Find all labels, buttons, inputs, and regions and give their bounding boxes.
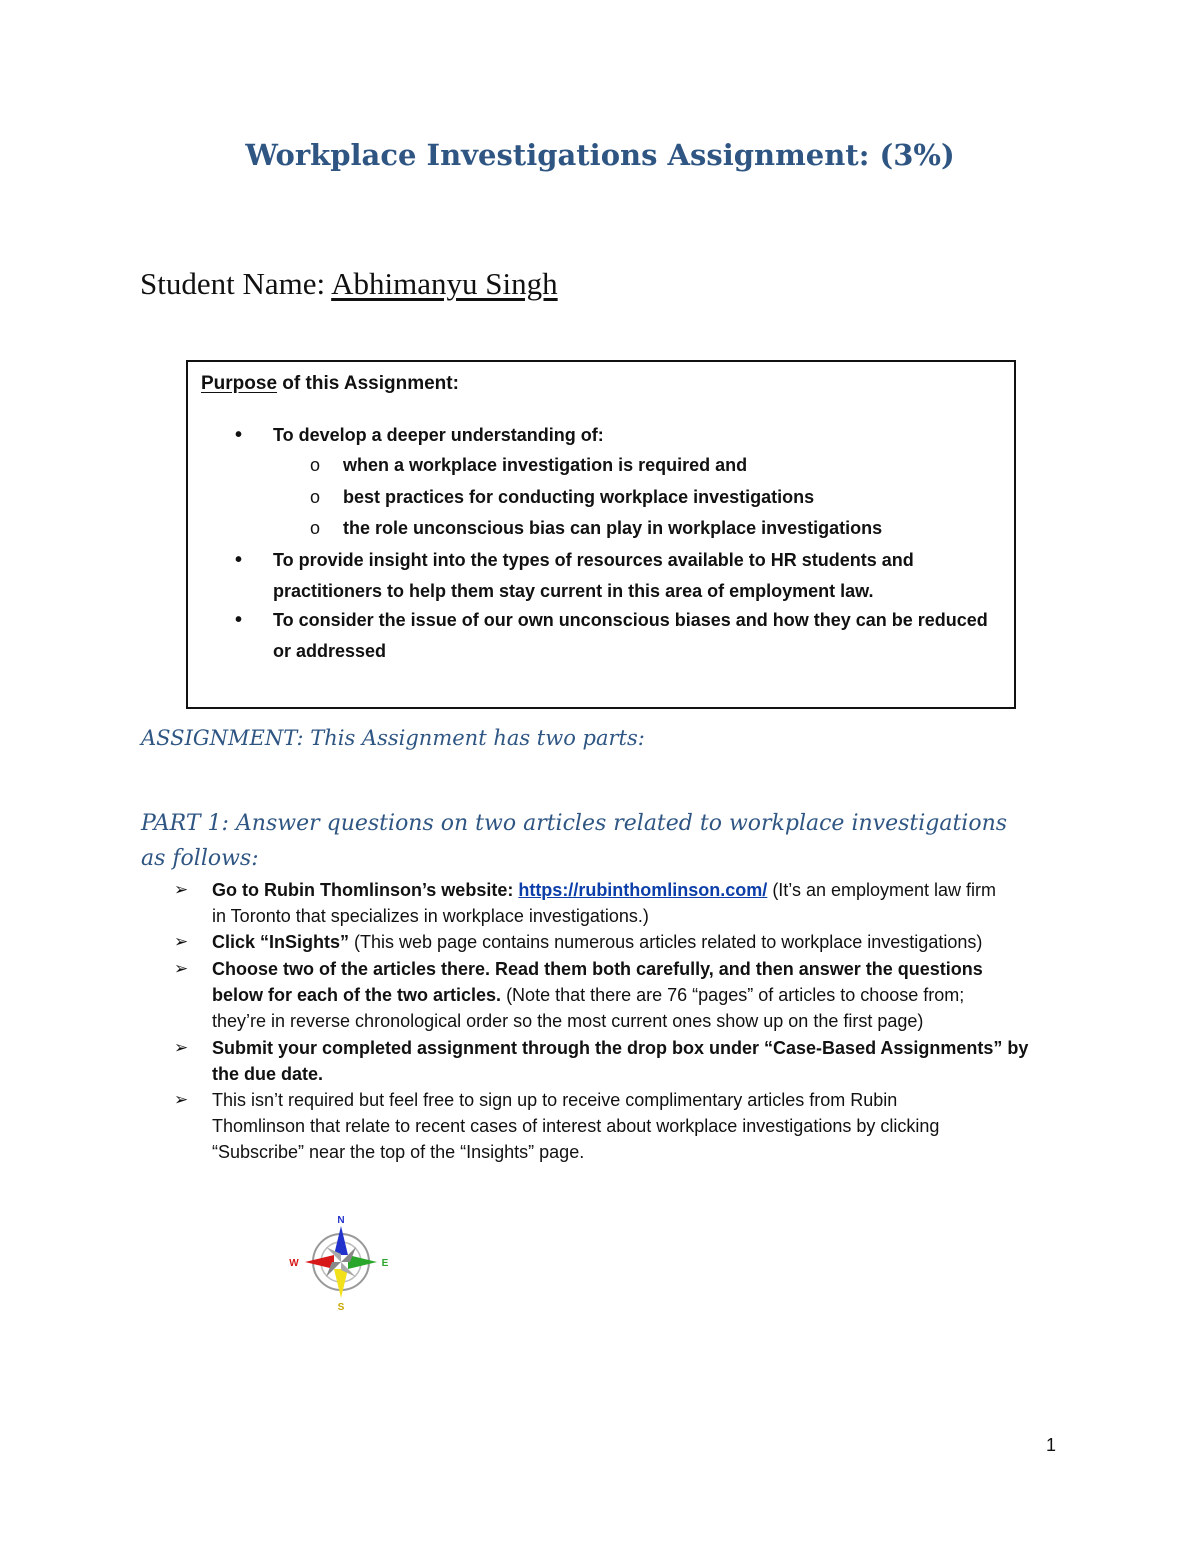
purpose-heading-rest: of this Assignment: (277, 373, 459, 394)
subbullet-icon: o (310, 487, 321, 507)
compass-north-arrow (334, 1226, 348, 1255)
purpose-subbullet-text: best practices for conducting workplace investigations (343, 487, 815, 507)
step-bold: Click “InSights” (212, 932, 350, 952)
page-number: 1 (1046, 1435, 1057, 1455)
step-text: “Subscribe” near the top of the “Insights” page. (212, 1142, 585, 1162)
student-name-label: Student Name: (140, 266, 332, 301)
compass-s-label: S (337, 1302, 345, 1312)
arrow-bullet-icon: ➢ (174, 880, 189, 899)
step-item (174, 1035, 1072, 1087)
arrow-bullet-icon: ➢ (174, 1038, 189, 1057)
compass-south-arrow (334, 1269, 348, 1298)
purpose-heading-underlined: Purpose (201, 373, 278, 394)
document-title: Workplace Investigations Assignment: (3%) (245, 138, 955, 172)
arrow-bullet-icon: ➢ (174, 1090, 189, 1109)
step-text: (Note that there are 76 “pages” of articles to choose from; (501, 985, 965, 1005)
compass-west-arrow (305, 1255, 334, 1269)
bullet-icon: • (235, 609, 243, 631)
step-bold: Submit your completed assignment through the drop box under “Case-Based Assignments” by (212, 1038, 1029, 1058)
purpose-bullet-continuation (273, 576, 873, 607)
step-text: Thomlinson that relate to recent cases of interest about workplace investigations by clicking (212, 1116, 940, 1136)
purpose-bullet (235, 605, 988, 636)
purpose-bullet-text: or addressed (273, 641, 387, 661)
purpose-bullet-text: To develop a deeper understanding of: (273, 425, 604, 445)
step-item (174, 877, 1072, 929)
step-bold: Go to Rubin Thomlinson’s website: (212, 880, 519, 900)
step-text: in Toronto that specializes in workplace investigations.) (212, 906, 649, 926)
part1-heading: PART 1: Answer questions on two articles related to workplace investigations as follows: (141, 811, 1008, 871)
compass-rose-icon (284, 1212, 394, 1312)
purpose-subbullet-text: the role unconscious bias can play in workplace investigations (343, 518, 883, 538)
step-text: This isn’t required but feel free to sign up to receive complimentary articles from Rubin (212, 1090, 898, 1110)
step-bold: Choose two of the articles there. Read them both carefully, and then answer the questions (212, 959, 983, 979)
purpose-bullet-text: To provide insight into the types of resources available to HR students and (273, 550, 914, 570)
assignment-heading: ASSIGNMENT: This Assignment has two parts: (141, 726, 645, 750)
purpose-subbullet (310, 450, 748, 481)
compass-n-label: N (337, 1215, 345, 1226)
compass-w-label: W (289, 1258, 299, 1269)
purpose-subbullet (310, 482, 815, 513)
subbullet-icon: o (310, 518, 321, 538)
step-bold: the due date. (212, 1064, 324, 1084)
step-text: (This web page contains numerous articles related to workplace investigations) (349, 932, 983, 952)
student-name-value: Abhimanyu Singh (331, 266, 558, 301)
compass-east-arrow (348, 1255, 377, 1269)
purpose-bullet (235, 545, 914, 576)
student-name-line (140, 266, 558, 302)
step-item (174, 1087, 1072, 1165)
purpose-bullet-continuation (273, 636, 386, 667)
step-bold: below for each of the two articles. (212, 985, 502, 1005)
subbullet-icon: o (310, 455, 321, 475)
purpose-bullet-text: To consider the issue of our own unconscious biases and how they can be reduced (273, 610, 988, 630)
purpose-subbullet (310, 513, 883, 544)
step-text: they’re in reverse chronological order so the most current ones show up on the first page) (212, 1011, 924, 1031)
step-item (174, 956, 1072, 1034)
purpose-heading (201, 373, 459, 395)
purpose-bullet (235, 420, 604, 451)
step-item (174, 929, 1072, 955)
bullet-icon: • (235, 549, 243, 571)
purpose-bullet-text: practitioners to help them stay current in this area of employment law. (273, 581, 874, 601)
compass-e-label: E (381, 1258, 389, 1269)
arrow-bullet-icon: ➢ (174, 932, 189, 951)
step-text: (It’s an employment law firm (767, 880, 997, 900)
purpose-subbullet-text: when a workplace investigation is required and (343, 455, 748, 475)
website-link[interactable]: https://rubinthomlinson.com/ (518, 880, 768, 900)
arrow-bullet-icon: ➢ (174, 959, 189, 978)
bullet-icon: • (235, 424, 243, 446)
